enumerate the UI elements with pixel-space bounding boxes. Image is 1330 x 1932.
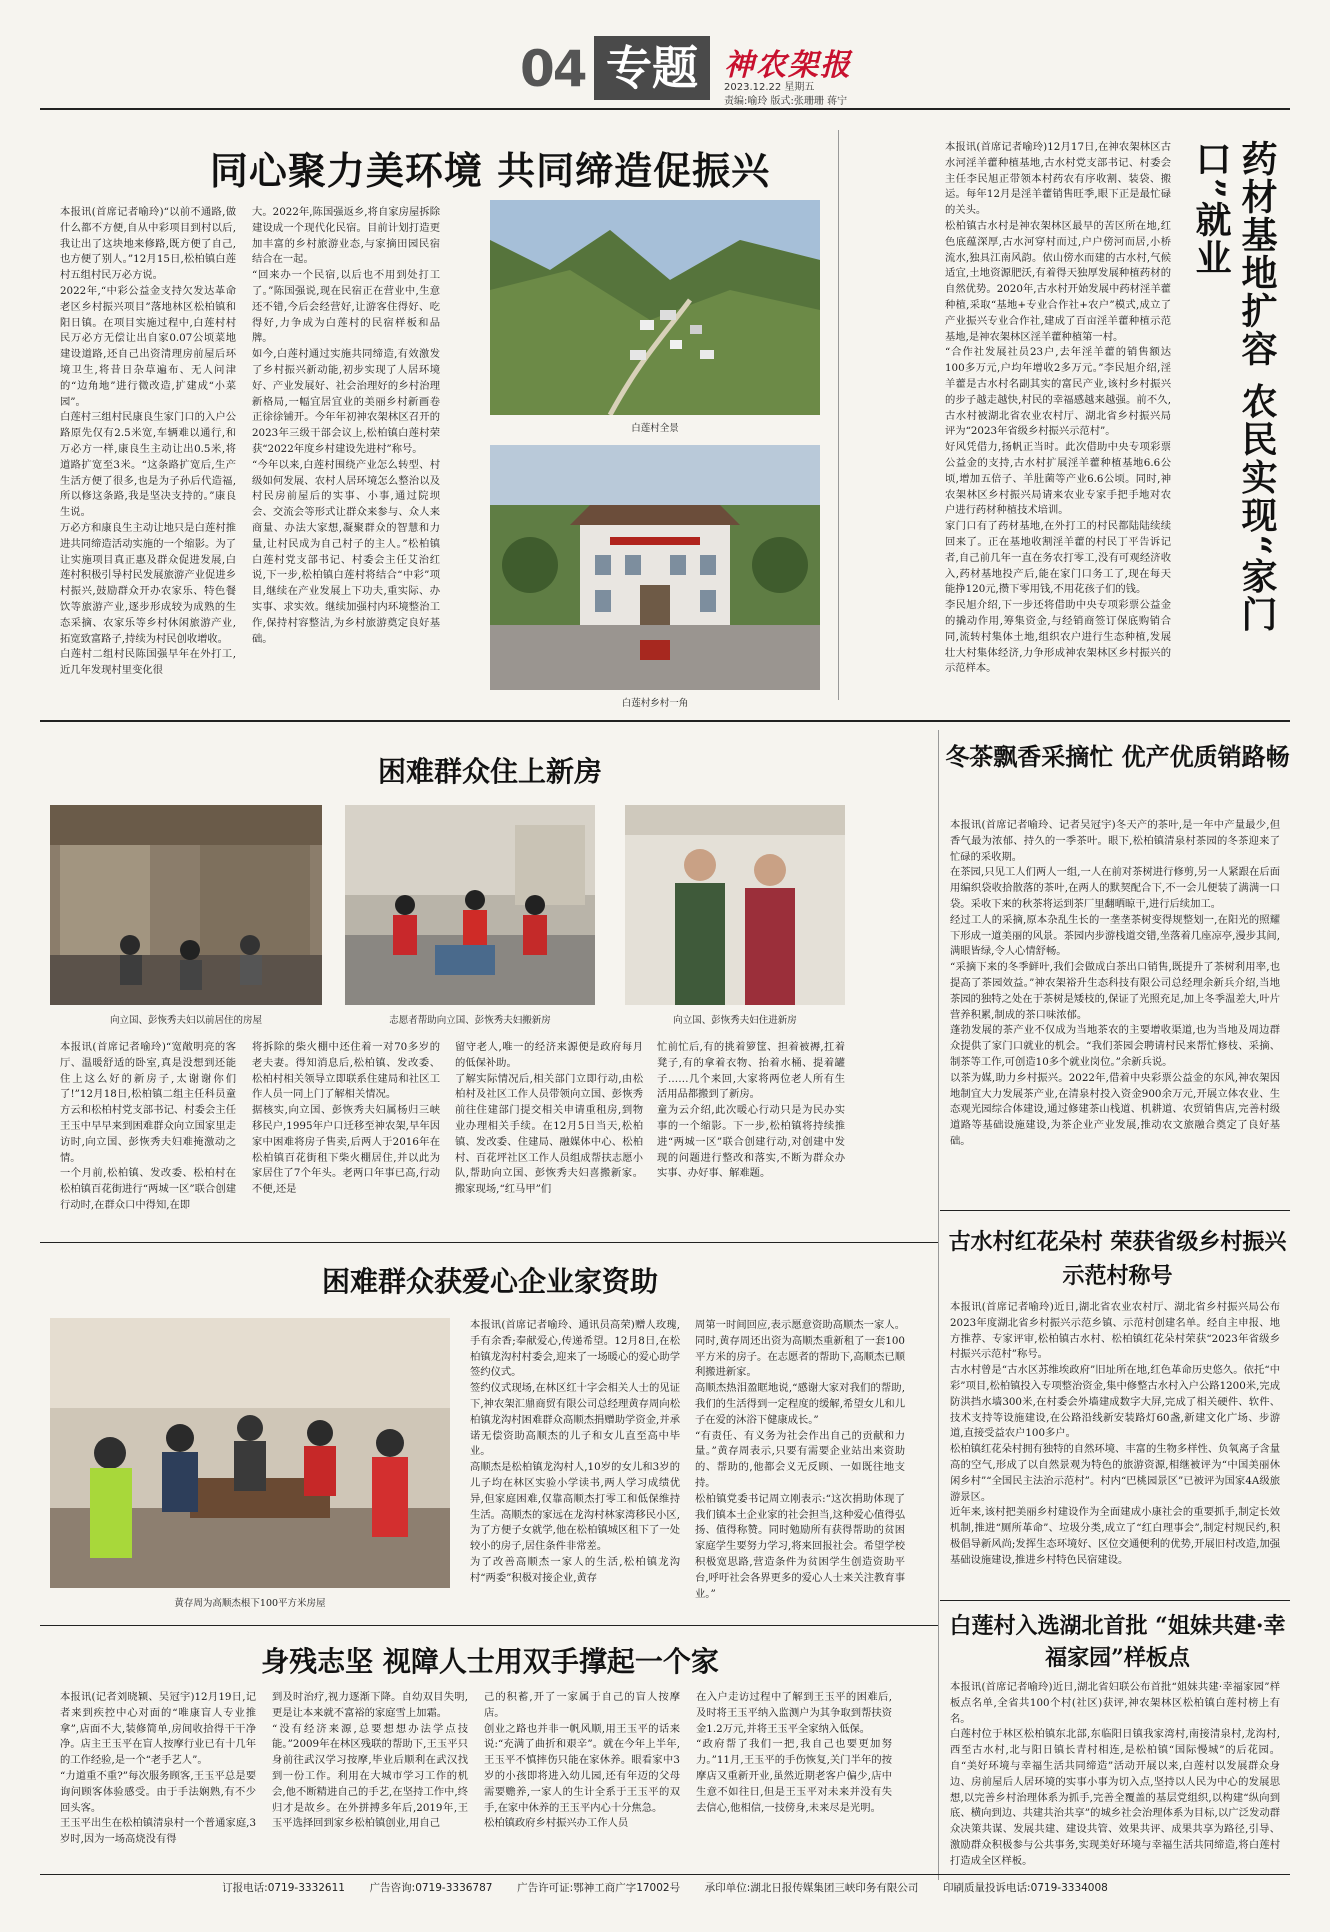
village-panorama-photo [490,200,820,415]
article3-col1-text: 本报讯(首席记者喻玲)“宽敞明亮的客厅、温暖舒适的卧室,真是没想到还能住上这么好的新房子,太谢谢你们了!”12月18日,松柏镇二组主任科员童方云和松柏村党支部书记、村委会主任王玉中早早来到困难群众向立国家里走访时,向立国、彭恢秀夫妇难掩激动之情。 一个月前,松柏镇、发改委、松柏村在松柏镇百花街进行“两城一区”联合创建行动时,在群众口中得知,在即 [60,1041,236,1211]
new-house-photo [625,805,845,1005]
header-rule [40,108,1290,110]
issue-date: 2023.12.22 星期五 [724,82,815,93]
footer-ad-license: 广告许可证:鄂神工商广字17002号 [517,1882,681,1894]
article4-rule [940,1210,1290,1211]
old-house-caption: 向立国、彭恢秀夫妇以前居住的房屋 [109,1015,262,1026]
article1-col2 [252,205,440,720]
article7-text: 本报讯(首席记者喻玲)近日,湖北省妇联公布首批“姐妹共建·幸福家园”样板点名单,全省共100个村(社区)获评,神农架林区松柏镇白莲村榜上有名。 白莲村位于林区松柏镇东北部,东临阳日镇我家湾村,南接清泉村,龙沟村,西至古水村,北与阳日镇长青村相连,是松柏镇“国际慢城”的后花园。自“美好环境与幸福生活共同缔造”活动开展以来,白莲村以发展群众身边、房前屋后人居环境的实事小事为切入点,坚持以人民为中心的发展思想,以完善乡村治理体系为抓手,完善全覆盖的基层党组织,以构建“纵向到底、横向到边、共建共治共享”的城乡社会治理体系为目标,以广泛发动群众决策共谋、发展共建、建设共管、效果共评、成果共享为路径,引导、激励群众积极参与公共事务,实现美好环境与幸福生活共同缔造,将白莲村打造成全区样板。 [950,1681,1280,1867]
article6-col2 [695,1318,905,1618]
footer-rule [40,1874,1290,1875]
article5-text: 本报讯(首席记者喻玲)近日,湖北省农业农村厅、湖北省乡村振兴局公布2023年度湖北省乡村振兴示范乡镇、示范村创建名单。经自主申报、地方推荐、专家评审,松柏镇古水村、松柏镇红花朵村荣获“2023年省级乡村振兴示范村”称号。 古水村曾是“古水区苏维埃政府”旧址所在地,红色革命历史悠久。依托“中彩”项目,松柏镇投入专项整治资金,集中修整古水村入户公路1200米,完成防洪挡水墙300米,在村委会外墙建成数字大屏,完成了相关硬件、软件、技术支持等设施建设,在公路沿线新安装路灯60盏,新建文化广场、步游道,直接受益农户100多户。 松柏镇红花朵村拥有独特的自然环境、丰富的生物多样性、负氧离子含量高的空气,形成了以自然景观为特色的旅游资源,相继被评为“中国美丽休闲乡村”“全国民主法治示范村”。村内“巴桃园景区”已被评为国家4A级旅游景区。 近年来,该村把美丽乡村建设作为全面建成小康社会的重要抓手,制定长效机制,推进“厕所革命”、垃圾分类,成立了“红白理事会”,制定村规民约,积极倡导新风尚;发挥生态环境好、区位交通便利的优势,开展旧村改造,加强基础设施建设,推进乡村特色民宿建设。 [950,1301,1280,1566]
article3-col2 [252,1040,440,1235]
article5-title: 古水村红花朵村 荣获省级乡村振兴示范村称号 [948,1229,1287,1289]
article8-col2 [272,1690,468,1870]
article1-col1 [60,205,236,720]
moving-day-caption: 志愿者帮助向立国、彭恢秀夫妇搬新房 [389,1015,551,1026]
article6-col1-text: 本报讯(首席记者喻玲、通讯员高荣)赠人玫瑰,手有余香;奉献爱心,传递希望。12月8日,在松柏镇龙沟村村委会,迎来了一场暖心的爱心助学签约仪式。 签约仪式现场,在林区红十字会相关人士的见证下,神农架汇鼎商贸有限公司总经理黄存周向松柏镇龙沟村困难群众高顺杰捐赠助学资金,并承诺无偿资助高顺杰的儿子和女儿直至高中毕业。 高顺杰是松柏镇龙沟村人,10岁的女儿和3岁的儿子均在林区实验小学读书,两人学习成绩优异,但家庭困难,仅靠高顺杰打零工和低保维持生活。高顺杰的家远在龙沟村林家湾移民小区,为了方便子女就学,他在松柏镇城区租下了一处较小的房子,居住条件非常差。 为了改善高顺杰一家人的生活,松柏镇龙沟村“两委”积极对接企业,黄存 [470,1319,680,1584]
article3-col4-text: 忙前忙后,有的挑着箩筐、担着被褥,扛着凳子,有的拿着衣物、抬着水桶、提着罐子……几个来回,大家将两位老人所有生活用品都搬到了新房。 童为云介绍,此次暖心行动只是为民办实事的一个缩影。下一步,松柏镇将持续推进“两城一区”联合创建行动,对创建中发现的问题进行整改和落实,不断为群众办实事、办好事、解难题。 [657,1041,845,1180]
article2-body [945,140,1171,700]
donation-photo [50,1318,450,1588]
editor-credits: 责编:喻玲 版式:张珊珊 蒋宁 [724,96,848,107]
article6-title: 困难群众获爱心企业家资助 [321,1265,658,1298]
footer-ad-inquiry: 广告咨询:0719-3336787 [369,1882,493,1894]
article6-col2-text: 周第一时间回应,表示愿意资助高顺杰一家人。同时,黄存周还出资为高顺杰重新租了一套100平方米的房子。在志愿者的帮助下,高顺杰已顺利搬进新家。 高顺杰热泪盈眶地说,“感谢大家对我们的帮助,我们的生活得到一定程度的缓解,希望女儿和儿子在爱的沐浴下健康成长。” “有责任、有义务为社会作出自己的贡献和力量。”黄存周表示,只要有需要企业站出来资助的、帮助的,他都会义无反顾、一如既往地支持。 松柏镇党委书记周立刚表示:“这次捐助体现了我们镇本土企业家的社会担当,这种爱心值得弘扬、值得称赞。同时勉励所有获得帮助的贫困家庭学生要努力学习,将来回报社会。希望学校积极宽思路,营造条件为贫困学生创造资助平台,呼吁社会各界更多的爱心人士来关注教育事业。” [695,1319,905,1600]
section-label: 专题 [594,36,710,100]
article1-col2-text: 大。2022年,陈国强返乡,将自家房屋拆除建设成一个现代化民宿。目前计划打造更加丰富的乡村旅游业态,与家摘田园民宿结合在一起。 “回来办一个民宿,以后也不用到处打工了。”陈国强说,现在民宿正在营业中,生意还不错,今后会经营好,让游客住得好、吃得好,力争成为白莲村的民宿样板和品牌。 如今,白莲村通过实施共同缔造,有效激发了乡村振兴新动能,初步实现了人居环境好、产业发展好、社会治理好的乡村治理新格局,一幅宜居宜业的美丽乡村新画卷正徐徐铺开。今年年初神农架林区召开的2023年三级干部会议上,松柏镇白莲村荣获“2022年度乡村建设先进村”称号。 “今年以来,白莲村围绕产业怎么转型、村级如何发展、农村人居环境怎么整治以及村民房前屋后的实事、小事,通过院坝会、交流会等形式让群众来参与、众人来商量、办法大家想,凝聚群众的智慧和力量,让村民成为自己村子的主人。”松柏镇白莲村党支部书记、村委会主任艾治红说,下一步,松柏镇白莲村将结合“中彩”项目,继续在产业发展上下功夫,重实际、办实事、求实效。继续加强村内环境整治工作,保持村容整洁,为乡村旅游奠定良好基础。 [252,206,440,645]
footer [0,1880,1330,1895]
page-number: 04 [520,40,586,98]
moving-day-photo [345,805,595,1005]
article8-col4 [696,1690,892,1870]
village-panorama-caption: 白莲村全景 [631,423,679,434]
section-rule [40,720,1290,722]
footer-subscribe: 订报电话:0719-3332611 [222,1882,345,1894]
paper-name-logo: 神农架报 [724,48,852,83]
article8-top-rule [40,1625,938,1626]
article8-col3-text: 己的积蓄,开了一家属于自己的盲人按摩店。 创业之路也并非一帆风顺,用王玉平的话来说:“充满了曲折和艰辛”。就在今年上半年,王玉平不慎摔伤只能在家休养。眼看家中3岁的小孩即将进入幼儿园,还有年迈的父母需要赡养,一家人的生计全系于王玉平的双手,在家中休养的王玉平内心十分焦急。 松柏镇政府乡村振兴办工作人员 [484,1691,680,1830]
village-corner-caption: 白莲村乡村一角 [621,698,689,709]
article3-col3 [455,1040,643,1235]
article8-col1-text: 本报讯(记者刘晓颖、吴冠宇)12月19日,记者来到疾控中心对面的“唯康盲人专业推拿”,店面不大,装修简单,房间收拾得干干净净。店主王玉平在盲人按摩行业已有十几年的工作经验,是一个“老手艺人”。 “力道重不重?”每次服务顾客,王玉平总是要询问顾客体验感受。由于手法娴熟,有不少回头客。 王玉平出生在松柏镇清泉村一个普通家庭,3岁时,因为一场高烧没有得 [60,1691,256,1846]
article8-col3 [484,1690,680,1870]
article1-title: 同心聚力美环境 共同缔造促振兴 [209,148,771,193]
article7-title: 白莲村入选湖北首批 “姐妹共建·幸福家园”样板点 [949,1613,1286,1671]
article8-col4-text: 在入户走访过程中了解到王玉平的困难后,及时将王玉平纳入监测户为其争取到帮扶资金1.2万元,并将王玉平全家纳入低保。 “政府帮了我们一把,我自己也要更加努力。”11月,王玉平的手伤恢复,关门半年的按摩店又重新开业,虽然近期老客户偏少,店中生意不如往日,但是王玉平对未来并没有失去信心,他相信,一技傍身,未来尽是光明。 [696,1691,892,1814]
column-divider [838,130,839,700]
article3-col2-text: 将拆除的柴火棚中还住着一对70多岁的老夫妻。得知消息后,松柏镇、发改委、松柏村相关领导立即联系住建局和社区工作人员一同上门了解相关情况。 据核实,向立国、彭恢秀夫妇属杨归三峡移民户,1995年户口迁移至神农架,早年因家中困难将房子售卖,后两人于2016年在松柏镇百花街租下柴火棚居住,并以此为家居住了7个年头。老两口年事已高,行动不便,还是 [252,1041,440,1196]
article4-text: 本报讯(首席记者喻玲、记者吴冠宇)冬天产的茶叶,是一年中产量最少,但香气最为浓郁、持久的一季茶叶。眼下,松柏镇清泉村茶园的冬茶迎来了忙碌的采收期。 在茶园,只见工人们两人一组,一人在前对茶树进行修剪,另一人紧跟在后面用编织袋收拾散落的茶叶,在两人的默契配合下,不一会儿便装了满满一口袋。采收下来的秋茶将运到茶厂里翻晒晾干,进行后续加工。 经过工人的采摘,原本杂乱生长的一垄垄茶树变得规整划一,在阳光的照耀下形成一道美丽的风景。茶园内步游栈道交错,坐落着几座凉亭,漫步其间,满眼皆绿,令人心情舒畅。 “采摘下来的冬季鲜叶,我们会做成白茶出口销售,既提升了茶树利用率,也提高了茶园效益。”神农架裕升生态科技有限公司总经理余新兵介绍,当地茶园的独特之处在于茶树是矮枝的,保证了光照充足,加上冬季温差大,叶片营养积累,制成的茶口味浓郁。 蓬勃发展的茶产业不仅成为当地茶农的主要增收渠道,也为当地及周边群众提供了家门口就业的机会。“我们茶园会聘请村民来帮忙修枝、采摘、制茶等工作,可创造10多个就业岗位。”余新兵说。 以茶为媒,助力乡村振兴。2022年,借着中央彩票公益金的东风,神农架因地制宜大力发展茶产业,在清泉村投入资金900余万元,开展立体农业、生态观光园综合体建设,通过修建茶山栈道、机耕道、农贸销售店,完善村级道路等基础设施建设,为茶企业产业发展,推动农文旅融合奠定了良好基础。 [950,819,1280,1147]
article4-title: 冬茶飘香采摘忙 优产优质销路畅 [945,742,1290,771]
article3-title: 困难群众住上新房 [377,755,602,788]
article8-col1 [60,1690,256,1870]
village-corner-photo [490,445,820,690]
article8-title: 身残志坚 视障人士用双手撑起一个家 [261,1645,719,1678]
new-house-caption: 向立国、彭恢秀夫妇住进新房 [673,1015,797,1026]
article2-text: 本报讯(首席记者喻玲)12月17日,在神农架林区古水河淫羊藿种植基地,古水村党支部书记、村委会主任李民旭正带领本村药农有序收割、装袋、搬运。每年12月是淫羊藿销售旺季,眼下正是最忙碌的关头。 松柏镇古水村是神农架林区最早的苦区所在地,红色底蕴深厚,古水河穿村而过,户户傍河而居,小桥流水,独具江南风韵。依山傍水而建的古水村,气候适宜,土地资源肥沃,有着得天独厚发展种植药材的自然优势。2020年,古水村开始发展中药材淫羊藿种植,采取“基地+专业合作社+农户”模式,成立了产业振兴专业合作社,建成了百亩淫羊藿种植示范基地,是神农架林区淫羊藿种植第一村。 “合作社发展社员23户,去年淫羊藿的销售额达100多万元,户均年增收2多万元。”李民旭介绍,淫羊藿是古水村名副其实的富民产业,该村乡村振兴的步子越走越快,村民的幸福感越来越强。前不久,古水村被湖北省农业农村厅、湖北省乡村振兴局评为“2023年省级乡村振兴示范村”。 好风凭借力,扬帆正当时。此次借助中央专项彩票公益金的支持,古水村扩展淫羊藿种植基地6.6公顷,增加五倍子、羊肚菌等产业6.6公顷。同时,神农架林区乡村振兴局请来农业专家手把手地对农户进行药材种植技术培训。 家门口有了药材基地,在外打工的村民都陆陆续续回来了。正在基地收割淫羊藿的村民丁平告诉记者,自己前几年一直在务农打零工,没有可观经济收入,药材基地投产后,能在家门口务工了,现在每天能挣120元,攒下零用钱,不用花孩子们的钱。 李民旭介绍,下一步还将借助中央专项彩票公益金的撬动作用,筹集资金,与经销商签订保底购销合同,流转村集体土地,组织农户进行生态种植,发展壮大村集体经济,力争形成神农架林区乡村振兴的示范样本。 [945,141,1171,675]
donation-caption: 黄存周为高顺杰根下100平方米房屋 [174,1598,326,1609]
article6-top-rule [40,1242,938,1243]
article1-col1-text: 本报讯(首席记者喻玲)“以前不通路,做什么都不方便,自从中彩项目到村以后,我让出了这块地来修路,既方便了自己,也方便了别人。”12月15日,松柏镇白莲村五组村民万必方说。 2022年,“中彩公益金支持欠发达革命老区乡村振兴项目”落地林区松柏镇和阳日镇。在项目实施过程中,白莲村村民万必方无偿让出自家0.07公顷菜地建设道路,还自己出资清理房前屋后环境卫生,将昔日杂草遍布、无人问津的“边角地”进行微改造,扩建成“小菜园”。 白莲村三组村民康良生家门口的入户公路原先仅有2.5米宽,车辆难以通行,和万必方一样,康良生主动让出0.5米,将道路扩宽至3米。“这条路扩宽后,生产生活方便了很多,也是为子孙后代造福,所以修这条路,我是坚决支持的。”康良生说。 万必方和康良生主动让地只是白莲村推进共同缔造活动实施的一个缩影。为了让实施项目真正惠及群众促进发展,白莲村积极引导村民发展旅游产业促进乡村振兴,鼓励群众开办农家乐、特色餐饮等旅游产业,逐步形成较为成熟的生态采摘、农家乐等乡村休闲旅游产业,拓宽致富路子,持续为村民创收增收。 白莲村二组村民陈国强早年在外打工,近几年发现村里变化很 [60,206,236,677]
article8-col2-text: 到及时治疗,视力逐渐下降。自幼双目失明,更是让本来就不富裕的家庭雪上加霜。 “没有经济来源,总要想想办法学点技能。”2009年在林区残联的帮助下,王玉平只身前往武汉学习按摩,毕业后顺利在武汉找到一份工作。利用在大城市学习工作的机会,他不断精进自己的手艺,在坚持工作中,终归才是故乡。在外拼搏多年后,2019年,王玉平选择回到家乡松柏镇创业,用自己 [272,1691,468,1830]
footer-quality: 印刷质量投诉电话:0719-3334008 [943,1882,1108,1894]
article5-body [950,1300,1280,1600]
article3-col4 [657,1040,845,1235]
article3-col3-text: 留守老人,唯一的经济来源便是政府每月的低保补助。 了解实际情况后,相关部门立即行动,由松柏村及社区工作人员带领向立国、彭恢秀前往住建部门提交相关申请重租房,到物业办理相关手续。在12月5日当天,松柏镇、发改委、住建局、融媒体中心、松柏村、百花坪社区工作人员组成帮扶志愿小队,帮助向立国、彭恢秀夫妇喜搬新家。搬家现场,“红马甲”们 [455,1041,643,1196]
article7-body [950,1680,1280,1870]
footer-printer: 承印单位:湖北日报传媒集团三峡印务有限公司 [704,1882,919,1894]
old-house-photo [50,805,322,1005]
article4-body [950,818,1280,1208]
article3-col1 [60,1040,236,1235]
article5-rule [940,1600,1290,1601]
article6-col1 [470,1318,680,1618]
article2-title: 药材基地扩容 农民实现“家门口”就业 [1190,140,1278,634]
right-column-divider [938,730,939,1880]
